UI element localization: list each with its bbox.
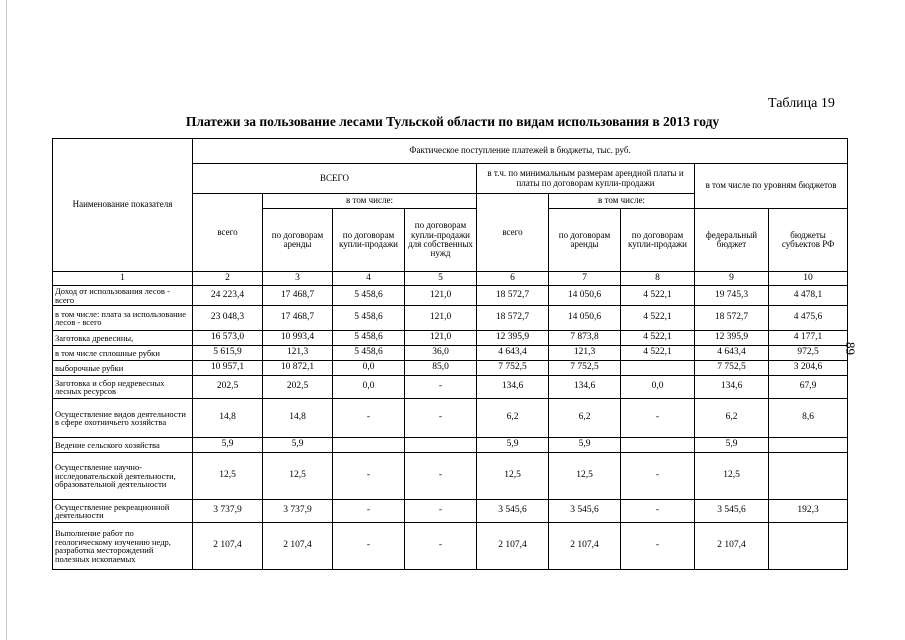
value-cell: 12 395,9: [477, 331, 549, 346]
value-cell: 7 873,8: [549, 331, 621, 346]
value-cell: 4 522,1: [621, 306, 695, 331]
value-cell: 3 737,9: [263, 500, 333, 523]
column-number-cell: 5: [405, 272, 477, 286]
page-title: Платежи за пользование лесами Тульской области по видам использования в 2013 году: [185, 114, 720, 129]
value-cell: 19 745,3: [695, 286, 769, 306]
value-cell: 23 048,3: [193, 306, 263, 331]
value-cell: -: [333, 399, 405, 438]
payments-table: [52, 138, 848, 570]
value-cell: -: [405, 523, 477, 570]
value-cell: 5,9: [193, 438, 263, 453]
row-label: Осуществление видов деятельности в сфере охотничьего хозяйства: [53, 399, 193, 438]
value-cell: -: [405, 376, 477, 399]
value-cell: 12,5: [193, 453, 263, 500]
header-total: ВСЕГО: [193, 164, 477, 194]
row-label: Ведение сельского хозяйства: [53, 438, 193, 453]
value-cell: 4 478,1: [769, 286, 848, 306]
row-label: Осуществление рекреационной деятельности: [53, 500, 193, 523]
value-cell: -: [405, 500, 477, 523]
header-rent2: по договорам аренды: [549, 209, 621, 272]
table-row: [53, 500, 848, 523]
row-label: в том числе сплошные рубки: [53, 346, 193, 361]
value-cell: 5 458,6: [333, 331, 405, 346]
header-all: всего: [193, 194, 263, 272]
value-cell: 0,0: [333, 376, 405, 399]
value-cell: 0,0: [333, 361, 405, 376]
column-number-cell: 1: [53, 272, 193, 286]
table-row: [53, 523, 848, 570]
value-cell: 10 993,4: [263, 331, 333, 346]
value-cell: 3 737,9: [193, 500, 263, 523]
column-number-cell: 8: [621, 272, 695, 286]
value-cell: 36,0: [405, 346, 477, 361]
value-cell: 0,0: [621, 376, 695, 399]
value-cell: 972,5: [769, 346, 848, 361]
header-rent: по договорам аренды: [263, 209, 333, 272]
value-cell: -: [333, 453, 405, 500]
table-row: [53, 453, 848, 500]
value-cell: 14,8: [193, 399, 263, 438]
table-row: [53, 361, 848, 376]
header-actual: Фактическое поступление платежей в бюджеты, тыс. руб.: [193, 139, 848, 164]
value-cell: 12,5: [695, 453, 769, 500]
value-cell: [621, 361, 695, 376]
value-cell: 67,9: [769, 376, 848, 399]
value-cell: [621, 438, 695, 453]
value-cell: 5 615,9: [193, 346, 263, 361]
value-cell: 2 107,4: [695, 523, 769, 570]
value-cell: 7 752,5: [695, 361, 769, 376]
value-cell: 134,6: [549, 376, 621, 399]
value-cell: 12,5: [549, 453, 621, 500]
value-cell: 121,0: [405, 331, 477, 346]
value-cell: 3 545,6: [549, 500, 621, 523]
value-cell: 6,2: [549, 399, 621, 438]
value-cell: 3 545,6: [695, 500, 769, 523]
value-cell: 121,0: [405, 286, 477, 306]
value-cell: 202,5: [193, 376, 263, 399]
value-cell: -: [621, 399, 695, 438]
value-cell: 14 050,6: [549, 286, 621, 306]
table-row: [53, 286, 848, 306]
header-sale2: по договорам купли-продажи: [621, 209, 695, 272]
value-cell: 5,9: [477, 438, 549, 453]
table-row: [53, 331, 848, 346]
value-cell: 18 572,7: [477, 306, 549, 331]
table-row: [53, 438, 848, 453]
table-row: [53, 399, 848, 438]
value-cell: 12,5: [477, 453, 549, 500]
value-cell: -: [333, 500, 405, 523]
value-cell: 7 752,5: [477, 361, 549, 376]
value-cell: 10 872,1: [263, 361, 333, 376]
value-cell: 4 643,4: [695, 346, 769, 361]
value-cell: 4 522,1: [621, 346, 695, 361]
value-cell: 17 468,7: [263, 286, 333, 306]
value-cell: 12,5: [263, 453, 333, 500]
value-cell: 134,6: [695, 376, 769, 399]
value-cell: 17 468,7: [263, 306, 333, 331]
value-cell: 14 050,6: [549, 306, 621, 331]
value-cell: 3 204,6: [769, 361, 848, 376]
value-cell: [769, 453, 848, 500]
value-cell: 18 572,7: [477, 286, 549, 306]
value-cell: 6,2: [695, 399, 769, 438]
header-subjects: бюджеты субъектов РФ: [769, 209, 848, 272]
value-cell: [333, 438, 405, 453]
row-label: Доход от использования лесов - всего: [53, 286, 193, 306]
header-sale: по договорам купли-продажи: [333, 209, 405, 272]
header-name: Наименование показателя: [53, 139, 193, 272]
value-cell: [405, 438, 477, 453]
row-label: Заготовка и сбор недревесных лесных ресурсов: [53, 376, 193, 399]
header-levels: в том числе по уровням бюджетов: [695, 164, 848, 209]
value-cell: 4 522,1: [621, 286, 695, 306]
value-cell: 2 107,4: [193, 523, 263, 570]
table-body: [53, 286, 848, 570]
value-cell: 5,9: [695, 438, 769, 453]
row-label: в том числе: плата за использование лесов - всего: [53, 306, 193, 331]
value-cell: 3 545,6: [477, 500, 549, 523]
value-cell: -: [621, 453, 695, 500]
value-cell: 18 572,7: [695, 306, 769, 331]
row-label: Выполнение работ по геологическому изучению недр, разработка месторождений полезных ископаемых: [53, 523, 193, 570]
column-number-cell: 6: [477, 272, 549, 286]
value-cell: -: [405, 453, 477, 500]
value-cell: -: [333, 523, 405, 570]
value-cell: -: [405, 399, 477, 438]
value-cell: 6,2: [477, 399, 549, 438]
column-number-cell: 3: [263, 272, 333, 286]
column-number-cell: 2: [193, 272, 263, 286]
value-cell: 10 957,1: [193, 361, 263, 376]
value-cell: 121,3: [263, 346, 333, 361]
table-row: [53, 376, 848, 399]
row-label: Осуществление научно-исследовательской деятельности, образовательной деятельности: [53, 453, 193, 500]
value-cell: [769, 523, 848, 570]
value-cell: 4 475,6: [769, 306, 848, 331]
header-min: в т.ч. по минимальным размерам арендной платы и платы по договорам купли-продажи: [477, 164, 695, 194]
header-own: по договорам купли-продажи для собственных нужд: [405, 209, 477, 272]
value-cell: 121,3: [549, 346, 621, 361]
value-cell: 24 223,4: [193, 286, 263, 306]
value-cell: 134,6: [477, 376, 549, 399]
value-cell: 5,9: [263, 438, 333, 453]
column-number-cell: 4: [333, 272, 405, 286]
header-all2: всего: [477, 194, 549, 272]
value-cell: 4 643,4: [477, 346, 549, 361]
value-cell: -: [621, 500, 695, 523]
value-cell: 14,8: [263, 399, 333, 438]
value-cell: 2 107,4: [263, 523, 333, 570]
value-cell: 12 395,9: [695, 331, 769, 346]
header-incl: в том числе:: [263, 194, 477, 209]
value-cell: 2 107,4: [477, 523, 549, 570]
value-cell: 85,0: [405, 361, 477, 376]
row-label: Заготовка древесины,: [53, 331, 193, 346]
table-row: [53, 306, 848, 331]
value-cell: 7 752,5: [549, 361, 621, 376]
value-cell: -: [621, 523, 695, 570]
scan-edge-line: [6, 0, 7, 640]
header-federal: федеральный бюджет: [695, 209, 769, 272]
value-cell: 5 458,6: [333, 286, 405, 306]
page-number: 89: [843, 342, 858, 355]
column-number-cell: 9: [695, 272, 769, 286]
value-cell: 4 522,1: [621, 331, 695, 346]
column-number-row: [53, 272, 848, 286]
value-cell: 8,6: [769, 399, 848, 438]
row-label: выборочные рубки: [53, 361, 193, 376]
column-number-cell: 7: [549, 272, 621, 286]
value-cell: [769, 438, 848, 453]
value-cell: 5,9: [549, 438, 621, 453]
value-cell: 121,0: [405, 306, 477, 331]
value-cell: 16 573,0: [193, 331, 263, 346]
value-cell: 202,5: [263, 376, 333, 399]
column-number-cell: 10: [769, 272, 848, 286]
value-cell: 5 458,6: [333, 306, 405, 331]
value-cell: 192,3: [769, 500, 848, 523]
value-cell: 5 458,6: [333, 346, 405, 361]
table-row: [53, 346, 848, 361]
value-cell: 2 107,4: [549, 523, 621, 570]
table-number: Таблица 19: [768, 96, 835, 111]
header-incl2: в том числе:: [549, 194, 695, 209]
value-cell: 4 177,1: [769, 331, 848, 346]
